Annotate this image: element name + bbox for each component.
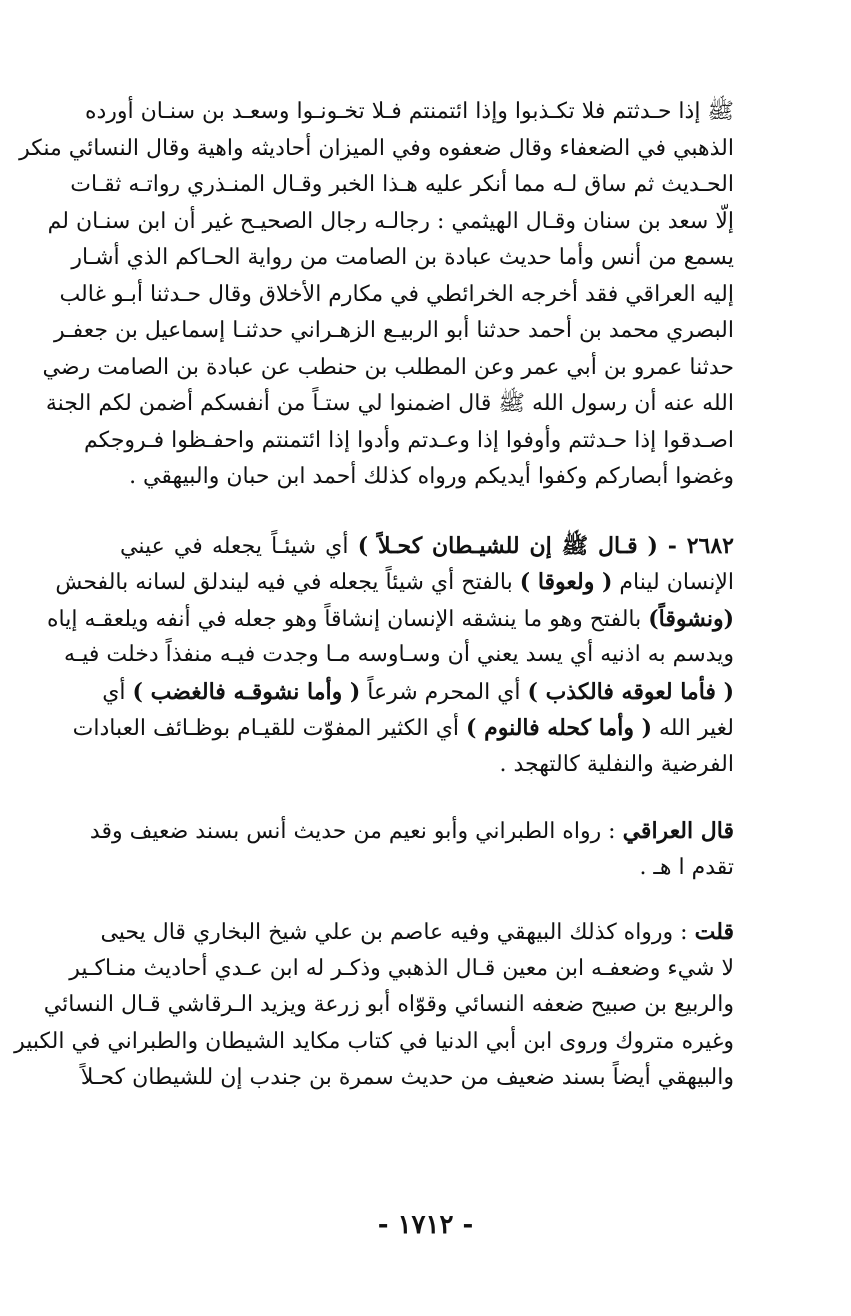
page-body — [14, 94, 734, 1097]
hadith-line-2: الإنسان لينام ( ولعوقا ) بالفتح أي شيئاً يجعله في فيه ليندلق لسانه بالفحش — [55, 569, 734, 595]
hadith-line-4: ويدسم به اذنيه أي يسد يعني أن وسـاوسه مـا وجدت فيـه منفذاً دخلت فيـه — [63, 642, 734, 667]
text-line: حدثنا عمرو بن أبي عمر وعن المطلب بن حنطب عن عبادة بن الصامت رضي — [42, 354, 734, 380]
paragraph-iraqi — [89, 813, 734, 886]
hadith-line-5: ( فأما لعوقه فالكذب ) أي المحرم شرعاً ( وأما نشوقـه فالغضب ) أي — [102, 678, 734, 705]
text-line: البصري محمد بن أحمد حدثنا أبو الربيـع الزهـراني حدثنـا إسماعيل بن جعفـر — [54, 318, 734, 343]
hadith-number: ٢٦٨٢ — [686, 532, 734, 559]
hadith-term: ( وأما نشوقـه فالغضب ) — [132, 678, 361, 705]
iraqi-line-1: قال العراقي : رواه الطبراني وأبو نعيم من حديث أنس بسند ضعيف وقد — [89, 818, 734, 844]
text-line: الحـديث ثم ساق لـه مما أنكر عليه هـذا الخبر وقـال المنـذري رواتـه ثقـات — [70, 172, 734, 197]
hadith-gloss: أي شيئـاً يجعله في عيني — [120, 533, 358, 559]
qultu-line-1: قلت : ورواه كذلك البيهقي وفيه عاصم بن علي شيخ البخاري قال يحيى — [100, 919, 734, 945]
text-line: والبيهقي أيضاً بسند ضعيف من حديث سمرة بن جندب إن للشيطان كحـلاً — [80, 1065, 734, 1090]
text-line: الذهبي في الضعفاء وقال ضعفوه وفي الميزان أحاديثه واهية وقال النسائي منكر — [19, 135, 734, 161]
text-line: وغضوا أبصاركم وكفوا أيديكم ورواه كذلك أحمد ابن حبان والبيهقي . — [129, 464, 734, 489]
text-line: يسمع من أنس وأما حديث عبادة بن الصامت من رواية الحـاكم الذي أشـار — [71, 245, 734, 270]
hadith-term: (ونشوقاً) — [648, 605, 734, 632]
text-line: لا شيء وضعفـه ابن معين قـال الذهبي وذكـر له ابن عـدي أحاديث منـاكـير — [69, 955, 734, 981]
hadith-text: ( قـال ﷺ إن للشيـطان كحـلاً ) — [357, 532, 658, 559]
page-number: - ١٧١٢ - — [377, 1210, 474, 1240]
hadith-line-7: الفرضية والنفلية كالتهجد . — [499, 751, 734, 777]
text-line: والربيع بن صبيح ضعفه النسائي وقوّاه أبو زرعة ويزيد الـرقاشي قـال النسائي — [43, 992, 734, 1017]
paragraph-hadith — [46, 528, 734, 784]
text-line: الله عنه أن رسول الله ﷺ قال اضمنوا لي ستـاً من أنفسكم أضمن لكم الجنة — [45, 391, 734, 416]
hadith-line-1: ٢٦٨٢ - ( قـال ﷺ إن للشيـطان كحـلاً ) أي شيئـاً يجعله في عيني — [120, 532, 734, 559]
hadith-term: ( وأما كحله فالنوم ) — [466, 715, 653, 741]
qultu-label: قلت — [694, 919, 734, 945]
iraqi-line-2: تقدم ا هـ . — [639, 854, 734, 880]
text-line: وغيره متروك وروى ابن أبي الدنيا في كتاب مكايد الشيطان والطبراني في الكبير — [14, 1028, 734, 1054]
paragraph-commentary — [19, 94, 734, 496]
text-line: اصـدقوا إذا حـدثتم وأوفوا إذا وعـدتم وأدوا إذا ائتمنتم واحفـظوا فـروجكم — [84, 427, 734, 453]
text-line: ﷺ إذا حـدثتم فلا تكـذبوا وإذا ائتمنتم فـلا تخـونـوا وسعـد بن سنـان أورده — [84, 99, 734, 124]
text-line: إلّا سعد بن سنان وقـال الهيثمي : رجالـه رجال الصحيـح غير أن ابن سنـان لم — [47, 208, 734, 234]
hadith-line-3: (ونشوقاً) بالفتح وهو ما ينشقه الإنسان إنشاقاً وهو جعله في أنفه ويلعقـه إياه — [46, 605, 734, 632]
iraqi-label: قال العراقي — [622, 818, 734, 844]
hadith-term: ( فأما لعوقه فالكذب ) — [527, 678, 734, 705]
hadith-line-6: لغير الله ( وأما كحله فالنوم ) أي الكثير المفوّت للقيـام بوظـائف العبادات — [72, 715, 734, 741]
hadith-term: ( ولعوقا ) — [519, 569, 613, 595]
text-line: إليه العراقي فقد أخرجه الخرائطي في مكارم الأخلاق وقال حـدثنا أبـو غالب — [59, 281, 734, 307]
paragraph-qultu — [14, 914, 734, 1097]
